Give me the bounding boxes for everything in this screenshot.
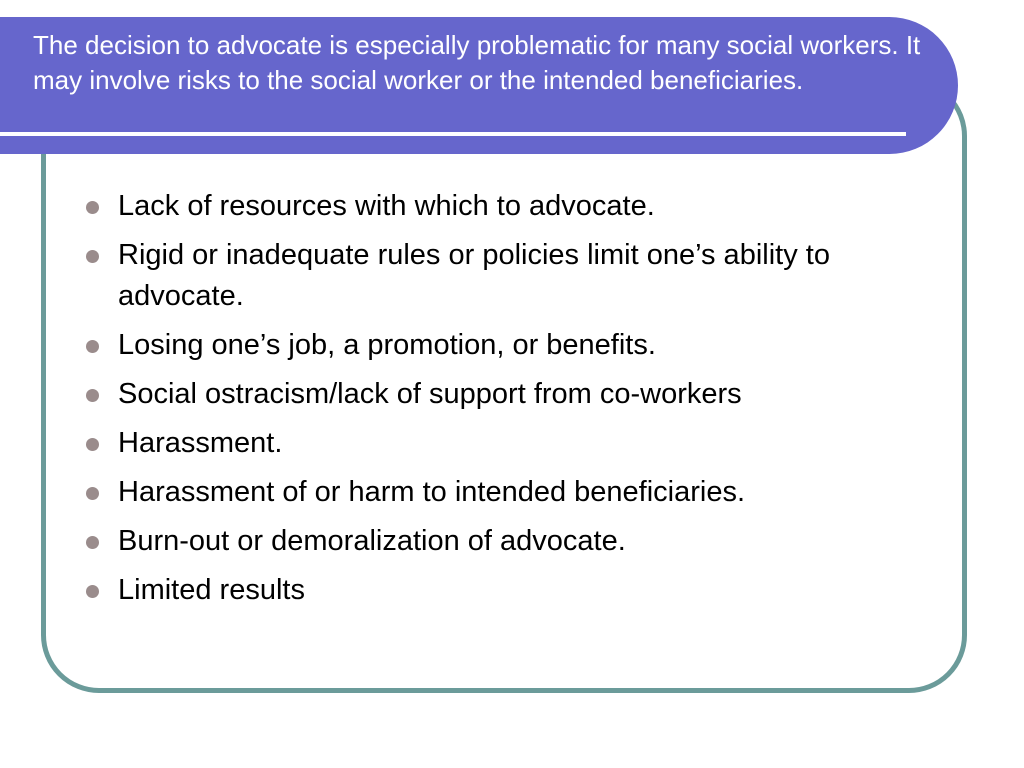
- bullet-text: Social ostracism/lack of support from co-workers: [118, 378, 742, 410]
- bullet-text: Burn-out or demoralization of advocate.: [118, 525, 626, 557]
- bullet-dot-icon: [86, 340, 99, 353]
- bullet-dot-icon: [86, 536, 99, 549]
- bullet-text: Harassment of or harm to intended beneficiaries.: [118, 476, 746, 508]
- bullet-item: [86, 325, 926, 366]
- bullet-dot-icon: [86, 487, 99, 500]
- bullet-dot-icon: [86, 250, 99, 263]
- bullet-dot-icon: [86, 438, 99, 451]
- bullet-item: [86, 235, 926, 317]
- slide-title: The decision to advocate is especially problematic for many social workers. It may involve risks to the social worker or the intended beneficiaries.: [33, 30, 921, 95]
- title-divider: [0, 132, 906, 136]
- bullet-text: Rigid or inadequate rules or policies limit one’s ability to advocate.: [118, 239, 830, 312]
- bullet-item: [86, 472, 926, 513]
- bullet-item: [86, 570, 926, 611]
- bullet-text: Harassment.: [118, 427, 283, 459]
- bullet-dot-icon: [86, 389, 99, 402]
- bullet-dot-icon: [86, 201, 99, 214]
- bullet-dot-icon: [86, 585, 99, 598]
- bullet-text: Losing one’s job, a promotion, or benefits.: [118, 329, 656, 361]
- bullet-item: [86, 521, 926, 562]
- bullet-item: [86, 374, 926, 415]
- bullet-text: Lack of resources with which to advocate.: [118, 190, 655, 222]
- bullet-item: [86, 423, 926, 464]
- bullet-item: [86, 186, 926, 227]
- bullet-text: Limited results: [118, 574, 305, 606]
- bullet-list: [86, 186, 926, 619]
